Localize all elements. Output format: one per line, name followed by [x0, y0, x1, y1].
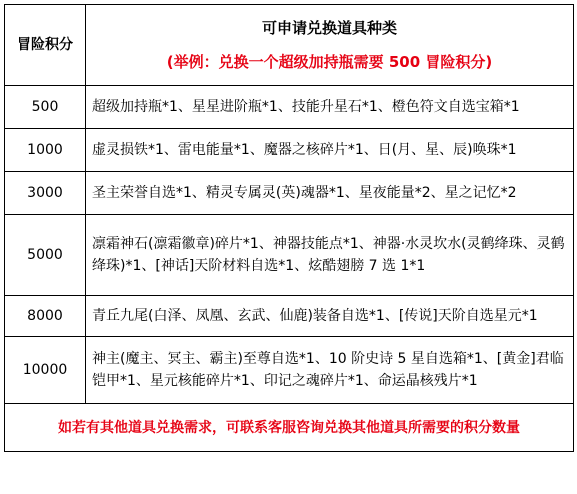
items-cell: 超级加持瓶*1、星星进阶瓶*1、技能升星石*1、橙色符文自选宝箱*1 [86, 86, 574, 129]
items-header-title: 可申请兑换道具种类 [261, 19, 397, 37]
items-cell: 神主(魔主、冥主、霸主)至尊自选*1、10 阶史诗 5 星自选箱*1、[黄金]君临铠甲*1、星元核能碎片*1、印记之魂碎片*1、命运晶核残片*1 [86, 337, 574, 404]
table-row [5, 296, 574, 337]
table-row [5, 337, 574, 404]
points-cell: 1000 [5, 129, 86, 172]
items-column-header [86, 5, 574, 86]
table-row [5, 129, 574, 172]
items-cell: 虚灵损铁*1、雷电能量*1、魔器之核碎片*1、日(月、星、辰)唤珠*1 [86, 129, 574, 172]
table-row [5, 215, 574, 296]
points-column-header: 冒险积分 [5, 5, 86, 86]
example-note: (举例：兑换一个超级加持瓶需要 500 冒险积分) [166, 53, 493, 71]
items-cell: 圣主荣誉自选*1、精灵专属灵(英)魂器*1、星夜能量*2、星之记忆*2 [86, 172, 574, 215]
points-cell: 10000 [5, 337, 86, 404]
header-row [5, 5, 574, 86]
table-row [5, 86, 574, 129]
table-row [5, 172, 574, 215]
footer-note: 如若有其他道具兑换需求，可联系客服咨询兑换其他道具所需要的积分数量 [5, 404, 574, 452]
items-cell: 凛霜神石(凛霜徽章)碎片*1、神器技能点*1、神器·水灵坎水(灵鹤绛珠、灵鹤绛珠)*1、[神话]天阶材料自选*1、炫酷翅膀 7 选 1*1 [86, 215, 574, 296]
points-cell: 5000 [5, 215, 86, 296]
items-cell: 青丘九尾(白泽、凤凰、玄武、仙鹿)装备自选*1、[传说]天阶自选星元*1 [86, 296, 574, 337]
footer-row [5, 404, 574, 452]
points-cell: 3000 [5, 172, 86, 215]
points-cell: 8000 [5, 296, 86, 337]
points-cell: 500 [5, 86, 86, 129]
exchange-table [4, 4, 574, 452]
